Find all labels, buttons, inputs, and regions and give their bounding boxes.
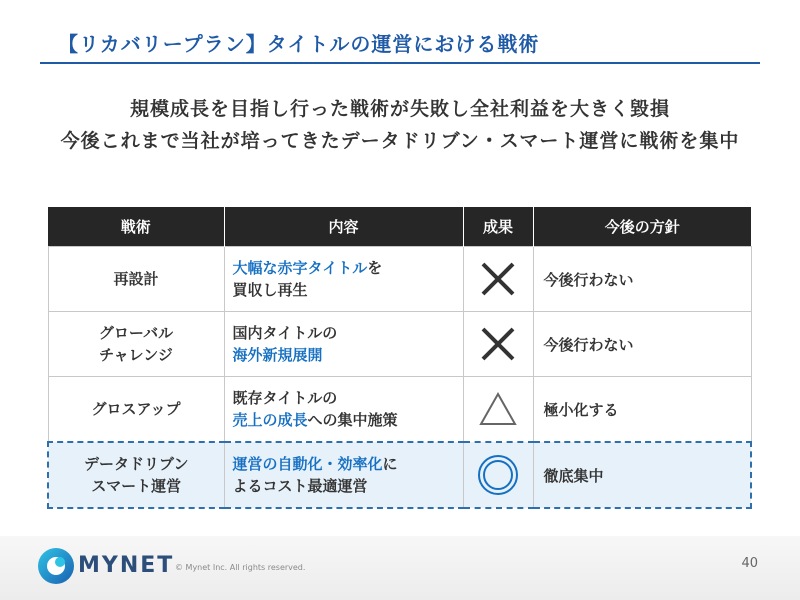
cross-icon xyxy=(480,326,516,362)
content-emphasis: 売上の成長 xyxy=(232,411,308,429)
content-emphasis: 海外新規展開 xyxy=(232,346,323,364)
content-line xyxy=(233,475,463,497)
strategy-label: スマート運営 xyxy=(91,477,182,495)
strategy-label: グロスアップ xyxy=(91,400,181,418)
double-circle-icon xyxy=(477,454,519,496)
content-line xyxy=(233,257,463,279)
content-cell xyxy=(224,442,463,508)
strategy-cell xyxy=(48,442,224,508)
content-emphasis: 大幅な赤字タイトル xyxy=(232,259,368,277)
content-cell xyxy=(224,247,463,312)
strategy-table xyxy=(47,207,752,509)
header-policy: 今後の方針 xyxy=(533,207,751,247)
content-cell xyxy=(224,312,463,377)
strategy-label: データドリブン xyxy=(84,455,189,473)
table-row xyxy=(48,312,751,377)
triangle-icon xyxy=(478,391,518,427)
content-line xyxy=(233,453,463,475)
result-cell xyxy=(463,377,533,443)
content-line xyxy=(233,387,463,409)
content-text: に xyxy=(382,455,398,473)
content-line xyxy=(233,409,463,431)
page-number: 40 xyxy=(741,556,758,571)
content-emphasis: 運営の自動化・効率化 xyxy=(232,455,383,473)
header-result: 成果 xyxy=(463,207,533,247)
title-underline xyxy=(40,62,760,64)
content-text: 既存タイトルの xyxy=(232,389,338,407)
table-row xyxy=(48,247,751,312)
strategy-label: グローバル xyxy=(98,324,174,342)
content-text: 国内タイトルの xyxy=(232,324,338,342)
header-content: 内容 xyxy=(224,207,463,247)
content-text: よるコスト最適運営 xyxy=(232,477,368,495)
mynet-logo-icon xyxy=(37,547,75,585)
content-text: を xyxy=(367,259,383,277)
logo-wordmark: MYNET xyxy=(78,553,175,578)
result-cell xyxy=(463,312,533,377)
policy-cell: 極小化する xyxy=(533,377,751,443)
strategy-label: チャレンジ xyxy=(99,346,173,364)
strategy-cell xyxy=(48,312,224,377)
table-header-row xyxy=(48,207,751,247)
strategy-label: 再設計 xyxy=(113,270,159,288)
subtitle-line-2: 今後これまで当社が培ってきたデータドリブン・スマート運営に戦術を集中 xyxy=(60,130,740,152)
strategy-cell xyxy=(48,247,224,312)
copyright-text: © Mynet Inc. All rights reserved. xyxy=(175,563,306,572)
policy-cell: 今後行わない xyxy=(533,312,751,377)
header-strategy: 戦術 xyxy=(48,207,224,247)
cross-icon xyxy=(480,261,516,297)
policy-cell: 徹底集中 xyxy=(533,442,751,508)
result-cell xyxy=(463,442,533,508)
strategy-cell xyxy=(48,377,224,443)
table-row-highlighted xyxy=(48,442,751,508)
content-text: 買収し再生 xyxy=(232,281,308,299)
page-title: 【リカバリープラン】タイトルの運営における戦術 xyxy=(58,32,540,56)
content-line xyxy=(233,344,463,366)
result-cell xyxy=(463,247,533,312)
content-line xyxy=(233,279,463,301)
policy-cell: 今後行わない xyxy=(533,247,751,312)
content-text: への集中施策 xyxy=(307,411,398,429)
table-row xyxy=(48,377,751,443)
subtitle-line-1: 規模成長を目指し行った戦術が失敗し全社利益を大きく毀損 xyxy=(129,98,670,120)
content-cell xyxy=(224,377,463,443)
content-line xyxy=(233,322,463,344)
